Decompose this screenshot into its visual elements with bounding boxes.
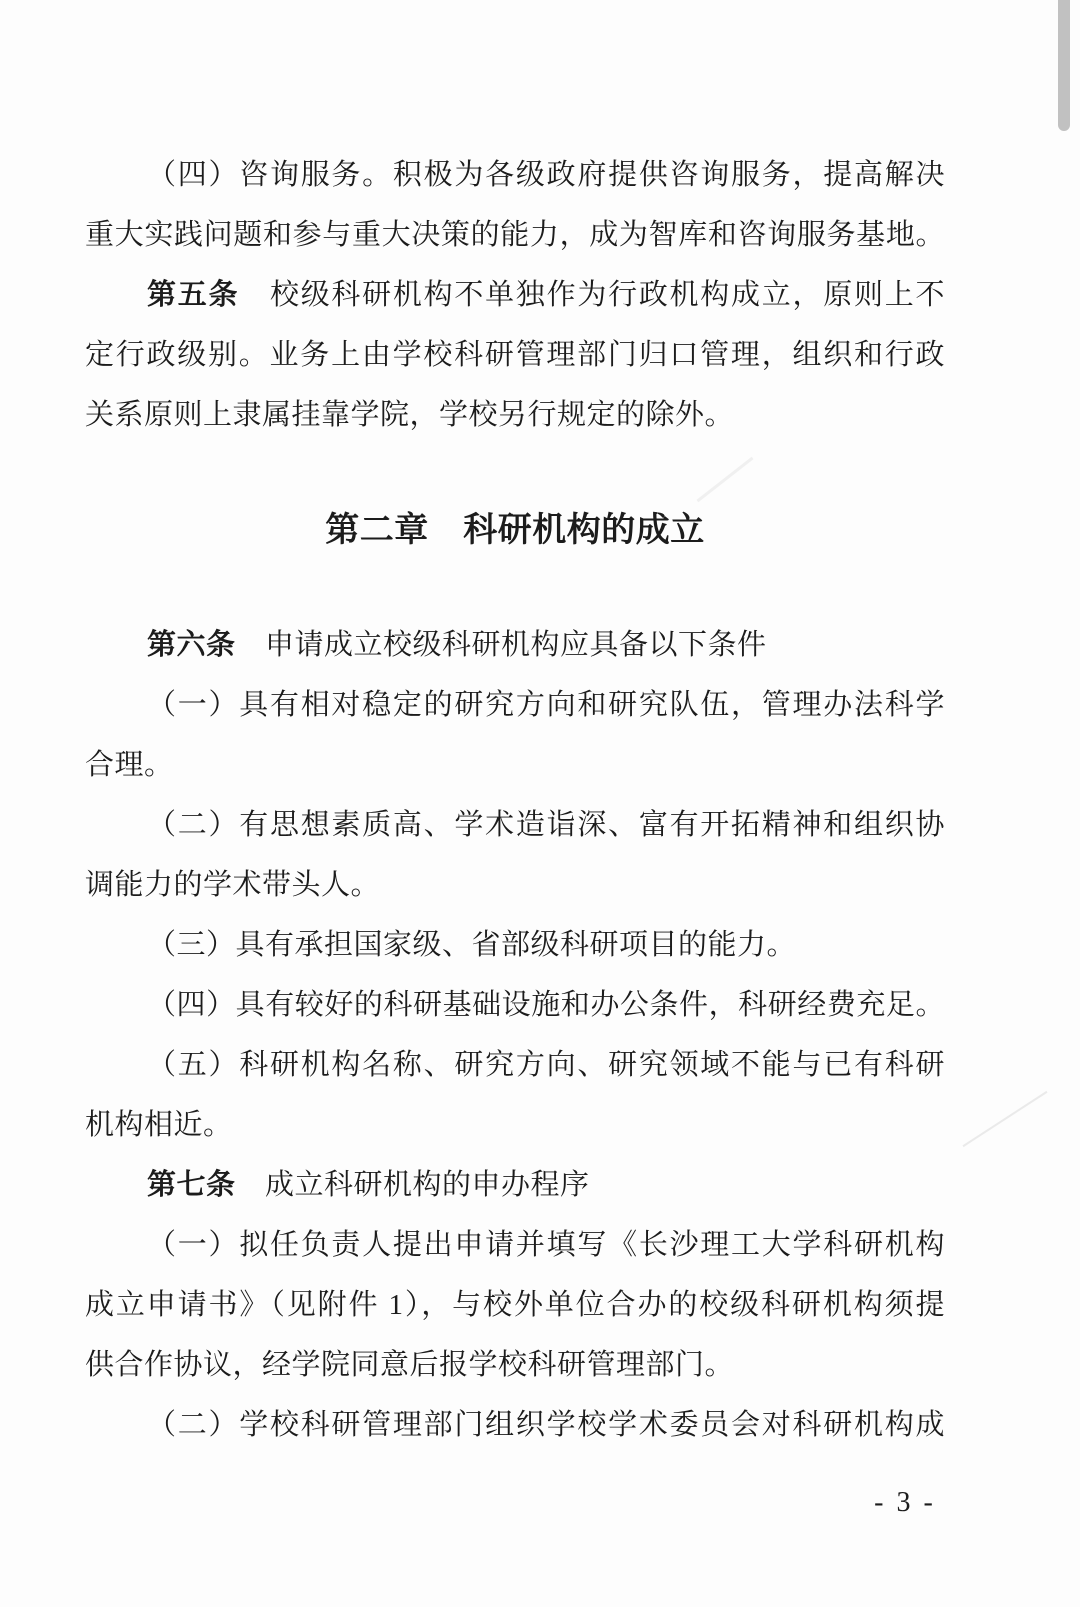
text-line xyxy=(85,1095,945,1155)
text-run: （四）具有较好的科研基础设施和办公条件，科研经费充足。 xyxy=(147,989,945,1021)
text-line xyxy=(85,615,945,675)
text-line xyxy=(85,1335,945,1395)
text-run: 重大实践问题和参与重大决策的能力，成为智库和咨询服务基地。 xyxy=(85,219,945,251)
text-line xyxy=(85,1035,945,1095)
article-number: 第七条 xyxy=(147,1169,236,1201)
article-number: 第五条 xyxy=(147,279,240,311)
text-run: （一）拟任负责人提出申请并填写《长沙理工大学科研机构 xyxy=(147,1229,945,1261)
text-line xyxy=(85,855,945,915)
text-line xyxy=(85,1395,945,1455)
text-run: （四）咨询服务。积极为各级政府提供咨询服务，提高解决 xyxy=(147,159,945,191)
text-run: 调能力的学术带头人。 xyxy=(85,869,381,901)
text-line xyxy=(85,675,945,735)
article-number: 第六条 xyxy=(147,629,236,661)
text-run: 合理。 xyxy=(85,749,174,781)
text-line xyxy=(85,265,945,325)
text-line xyxy=(85,205,945,265)
text-run: 机构相近。 xyxy=(85,1109,233,1141)
text-run: 定行政级别。业务上由学校科研管理部门归口管理，组织和行政 xyxy=(85,339,945,371)
text-line xyxy=(85,145,945,205)
text-run: 供合作协议，经学院同意后报学校科研管理部门。 xyxy=(85,1349,735,1381)
text-run: 关系原则上隶属挂靠学院，学校另行规定的除外。 xyxy=(85,399,735,431)
scan-artifact xyxy=(963,1091,1048,1147)
text-line xyxy=(85,385,945,445)
text-line xyxy=(85,1155,945,1215)
document-text xyxy=(85,145,945,1455)
text-run: （二）有思想素质高、学术造诣深、富有开拓精神和组织协 xyxy=(147,809,945,841)
text-run: 成立申请书》（见附件 1），与校外单位合办的校级科研机构须提 xyxy=(85,1289,945,1321)
text-run: （一）具有相对稳定的研究方向和研究队伍，管理办法科学 xyxy=(147,689,945,721)
text-line xyxy=(85,1215,945,1275)
text-line xyxy=(85,975,945,1035)
text-line xyxy=(85,795,945,855)
chapter-heading xyxy=(85,500,945,560)
text-run: （三）具有承担国家级、省部级科研项目的能力。 xyxy=(147,929,797,961)
text-run: 校级科研机构不单独作为行政机构成立，原则上不 xyxy=(239,279,945,311)
text-run: 成立科研机构的申办程序 xyxy=(235,1169,590,1201)
heading-text: 第二章 科研机构的成立 xyxy=(325,511,705,549)
text-run: 申请成立校级科研机构应具备以下条件 xyxy=(235,629,767,661)
text-run: （五）科研机构名称、研究方向、研究领域不能与已有科研 xyxy=(147,1049,945,1081)
page-number: - 3 - xyxy=(874,1487,936,1518)
text-line xyxy=(85,735,945,795)
text-run: （二）学校科研管理部门组织学校学术委员会对科研机构成 xyxy=(147,1409,945,1441)
scrollbar-thumb[interactable] xyxy=(1058,0,1070,131)
text-line xyxy=(85,1275,945,1335)
text-line xyxy=(85,915,945,975)
text-line xyxy=(85,325,945,385)
